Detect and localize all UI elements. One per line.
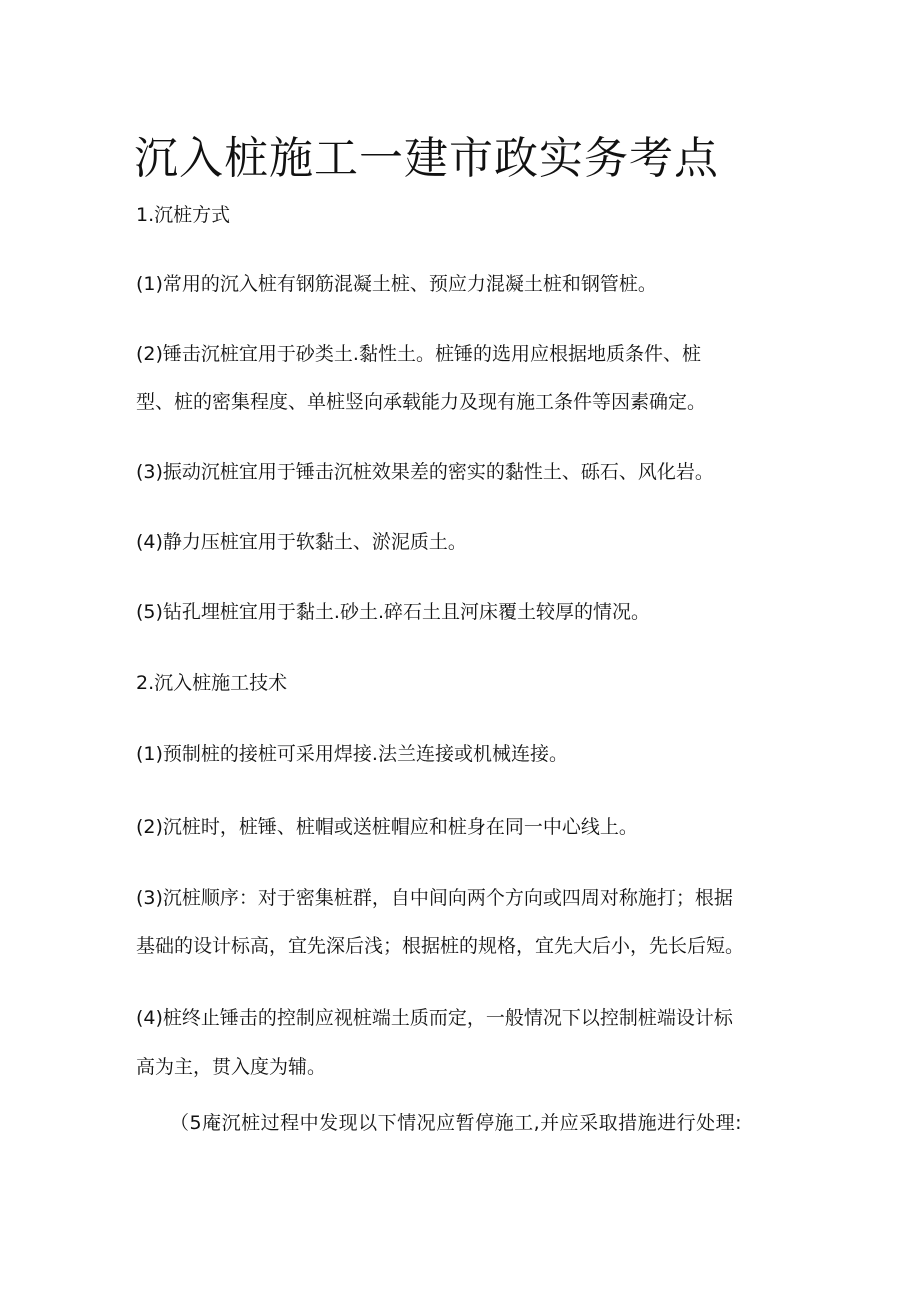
section-2-heading: 2.沉入桩施工技术	[136, 672, 288, 694]
paragraph-line: (2)锤击沉桩宜用于砂类土.黏性土。桩锤的选用应根据地质条件、桩	[136, 343, 701, 365]
page-title: 沉入桩施工一建市政实务考点	[134, 133, 719, 184]
paragraph-line: (5)钻孔埋桩宜用于黏土.砂土.碎石土且河床覆土较厚的情况。	[136, 601, 650, 623]
paragraph-line: 型、桩的密集程度、单桩竖向承载能力及现有施工条件等因素确定。	[136, 391, 707, 413]
paragraph-line: 基础的设计标高，宜先深后浅；根据桩的规格，宜先大后小，先长后短。	[136, 935, 745, 957]
paragraph-line: (2)沉桩时，桩锤、桩帽或送桩帽应和桩身在同一中心线上。	[136, 816, 638, 838]
paragraph-line: (4)桩终止锤击的控制应视桩端土质而定，一般情况下以控制桩端设计标	[136, 1007, 733, 1029]
paragraph-line: (1)常用的沉入桩有钢筋混凝土桩、预应力混凝土桩和钢管桩。	[136, 273, 657, 295]
paragraph-line: 高为主，贯入度为辅。	[136, 1056, 327, 1078]
paragraph-line: (4)静力压桩宜用于软黏土、淤泥质土。	[136, 531, 467, 553]
paragraph-line: （5庵沉桩过程中发现以下情况应暂停施工,并应采取措施进行处理:	[170, 1112, 743, 1134]
section-1-heading: 1.沉桩方式	[136, 204, 231, 226]
paragraph-line: (1)预制桩的接桩可采用焊接.法兰连接或机械连接。	[136, 743, 568, 765]
paragraph-line: (3)沉桩顺序：对于密集桩群，自中间向两个方向或四周对称施打；根据	[136, 887, 733, 909]
paragraph-line: (3)振动沉桩宜用于锤击沉桩效果差的密实的黏性土、砾石、风化岩。	[136, 461, 714, 483]
